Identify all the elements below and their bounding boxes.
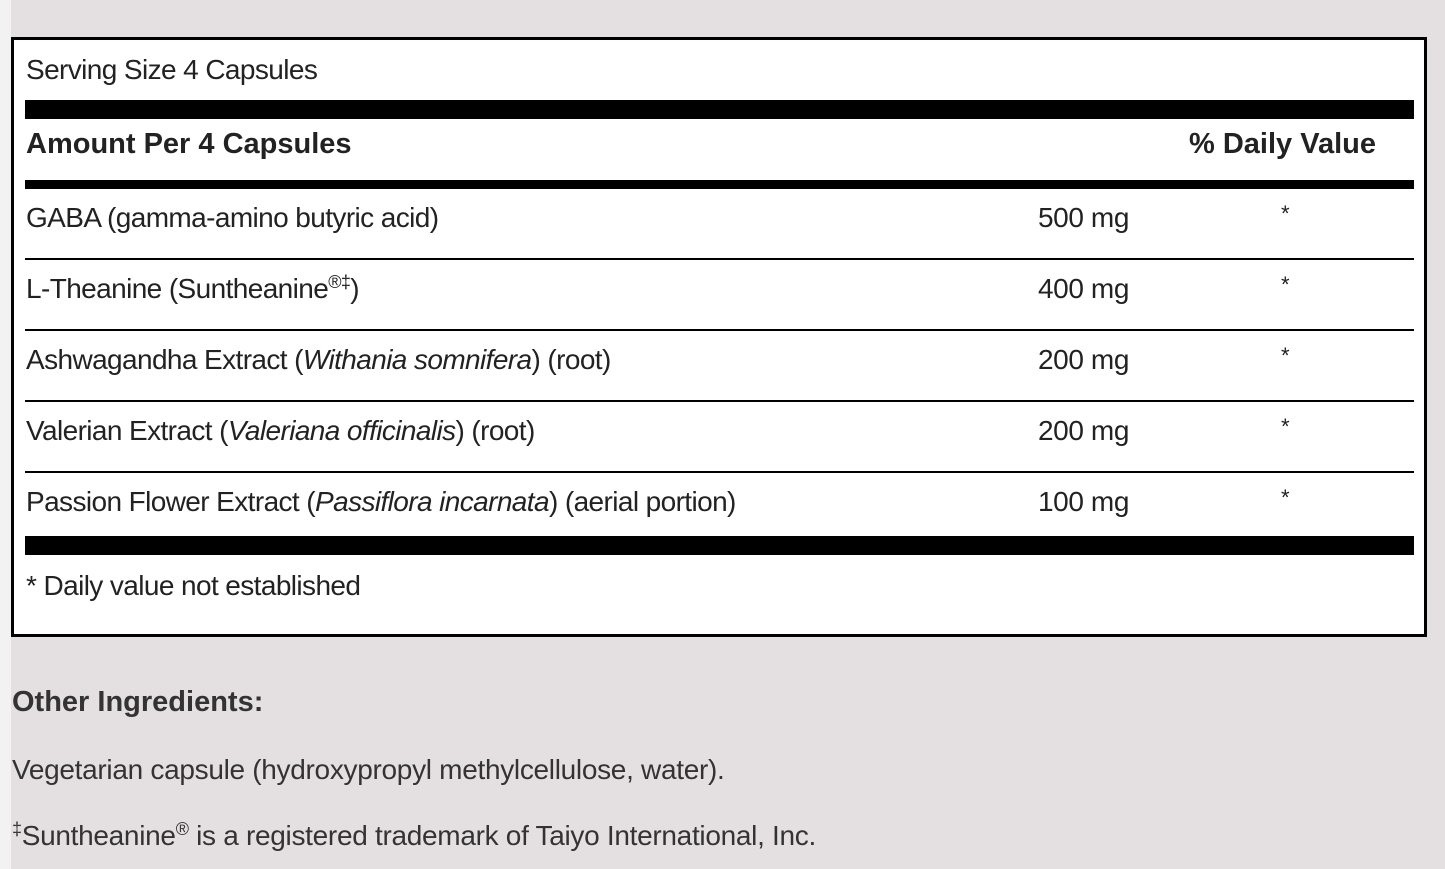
ingredient-row bbox=[25, 260, 1414, 331]
botanical-name: Valeriana officinalis bbox=[227, 415, 456, 446]
daily-value-header: % Daily Value bbox=[1189, 128, 1376, 160]
ingredient-amount: 500 mg bbox=[1038, 202, 1129, 233]
ingredient-daily-value: * bbox=[1281, 272, 1290, 297]
ingredient-daily-value: * bbox=[1281, 414, 1290, 439]
ingredient-amount: 200 mg bbox=[1038, 415, 1129, 446]
daily-value-footnote: * Daily value not established bbox=[26, 570, 361, 601]
amount-per-serving-header: Amount Per 4 Capsules bbox=[26, 128, 352, 160]
trademark-superscript: ®‡ bbox=[328, 272, 351, 292]
other-ingredients-heading: Other Ingredients: bbox=[12, 686, 264, 718]
ingredient-amount: 100 mg bbox=[1038, 486, 1129, 517]
double-dagger-mark: ‡ bbox=[12, 819, 22, 839]
ingredient-amount: 200 mg bbox=[1038, 344, 1129, 375]
ingredient-name: L-Theanine (Suntheanine®‡) bbox=[26, 272, 360, 304]
ingredient-row bbox=[25, 473, 1414, 542]
thick-divider-top bbox=[25, 100, 1414, 119]
ingredient-daily-value: * bbox=[1281, 485, 1290, 510]
trademark-notice: ‡Suntheanine® is a registered trademark of Taiyo International, Inc. bbox=[12, 819, 816, 851]
thick-divider-middle bbox=[25, 180, 1414, 189]
thick-divider-bottom bbox=[25, 536, 1414, 555]
ingredient-row bbox=[25, 189, 1414, 260]
serving-size: Serving Size 4 Capsules bbox=[26, 54, 318, 85]
botanical-name: Passiflora incarnata bbox=[315, 486, 549, 517]
ingredient-amount: 400 mg bbox=[1038, 273, 1129, 304]
ingredient-name: Passion Flower Extract (Passiflora incarnata) (aerial portion) bbox=[26, 486, 736, 517]
ingredient-daily-value: * bbox=[1281, 343, 1290, 368]
ingredient-name: Valerian Extract (Valeriana officinalis) (root) bbox=[26, 415, 535, 446]
ingredient-daily-value: * bbox=[1281, 201, 1290, 226]
ingredient-name: Ashwagandha Extract (Withania somnifera) (root) bbox=[26, 344, 611, 375]
ingredient-row bbox=[25, 402, 1414, 473]
botanical-name: Withania somnifera bbox=[302, 344, 532, 375]
ingredient-row bbox=[25, 331, 1414, 402]
page-left-edge bbox=[0, 0, 11, 869]
other-ingredients-text: Vegetarian capsule (hydroxypropyl methylcellulose, water). bbox=[12, 754, 725, 785]
ingredient-name: GABA (gamma-amino butyric acid) bbox=[26, 202, 439, 233]
registered-mark: ® bbox=[175, 819, 189, 839]
ingredient-rows bbox=[25, 189, 1414, 542]
supplement-facts-panel bbox=[11, 37, 1427, 637]
